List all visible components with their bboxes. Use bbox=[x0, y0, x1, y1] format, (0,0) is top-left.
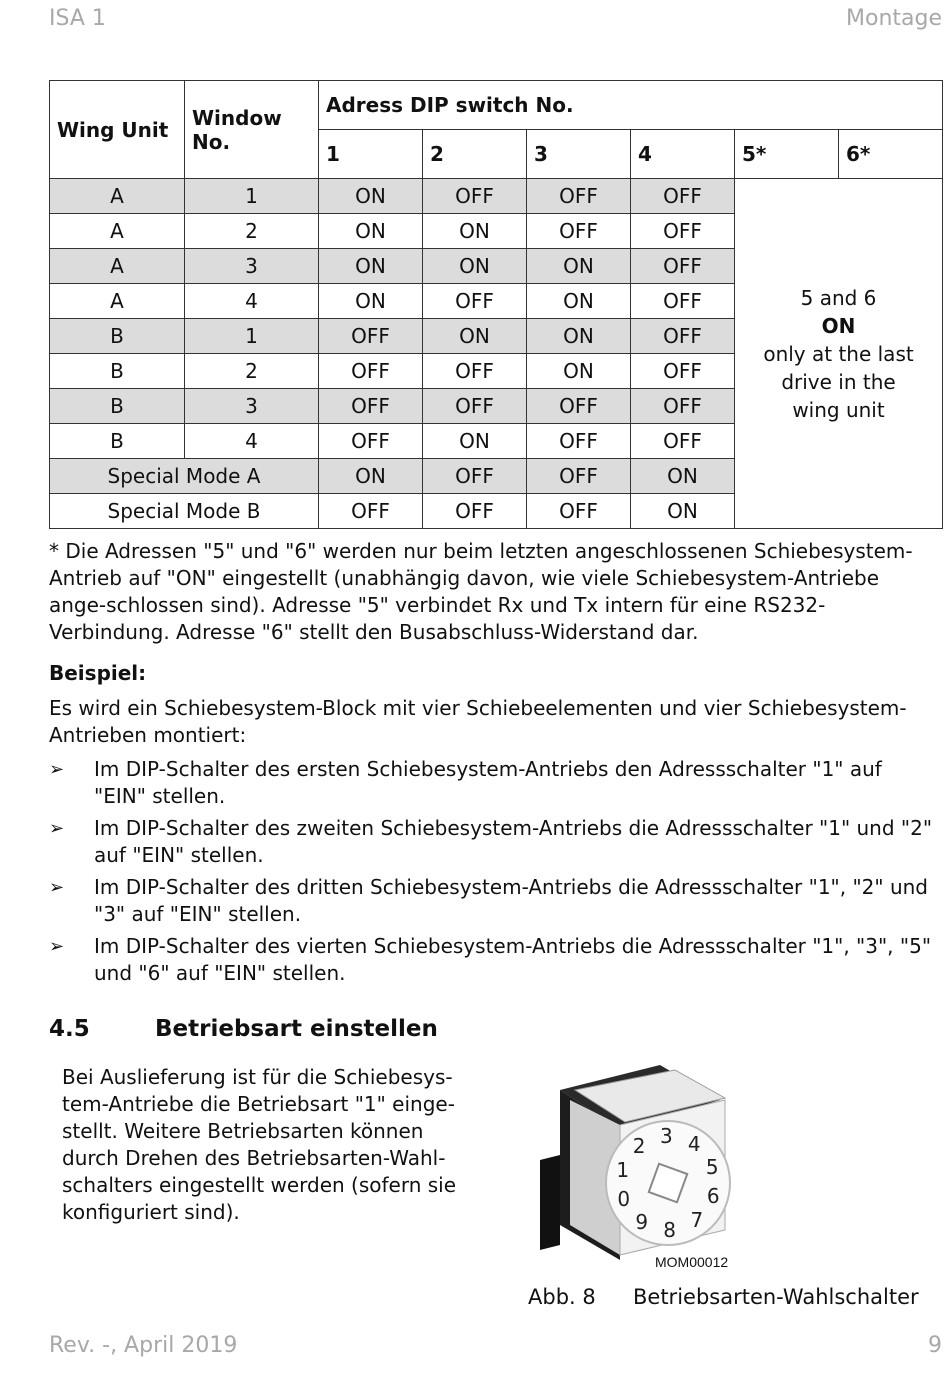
dip-switch-table bbox=[49, 80, 943, 529]
cell-switch: ON bbox=[319, 459, 423, 494]
cell-switch: OFF bbox=[631, 354, 735, 389]
cell-window: 1 bbox=[185, 179, 319, 214]
cell-switch: ON bbox=[423, 319, 527, 354]
cell-switch: OFF bbox=[423, 494, 527, 529]
cell-switch: OFF bbox=[423, 354, 527, 389]
dial-digit: 8 bbox=[663, 1218, 676, 1242]
cell-special-mode: Special Mode B bbox=[50, 494, 319, 529]
dial-digit: 3 bbox=[660, 1124, 673, 1148]
list-item-text: Im DIP-Schalter des ersten Schiebesystem-Antriebs den Adressschalter "1" auf "EIN" stellen. bbox=[94, 757, 882, 808]
cell-switch: OFF bbox=[319, 424, 423, 459]
list-item bbox=[49, 815, 939, 869]
figure-caption-number: Abb. 8 bbox=[528, 1285, 596, 1309]
list-item-text: Im DIP-Schalter des dritten Schiebesystem-Antriebs die Adressschalter "1", "2" und "3" auf "EIN" stellen. bbox=[94, 875, 928, 926]
cell-switch: OFF bbox=[631, 389, 735, 424]
col-header-window-no: Window No. bbox=[185, 81, 319, 179]
cell-switch: OFF bbox=[527, 494, 631, 529]
footer-revision: Rev. -, April 2019 bbox=[49, 1333, 238, 1358]
cell-switch: OFF bbox=[319, 389, 423, 424]
note-on: ON bbox=[821, 313, 856, 338]
table-footnote: * Die Adressen "5" und "6" werden nur beim letzten angeschlossenen Schiebesystem-Antrieb auf "ON" eingestellt (unabhängig davon, wie viele Schiebesystem-Antriebe ange-schlossen sind). Adresse "5" verbindet Rx und Tx intern für eine RS232-Verbindung. Adresse "6" stellt den Busabschluss-Widerstand dar. bbox=[49, 539, 913, 644]
cell-special-mode: Special Mode A bbox=[50, 459, 319, 494]
cell-switch: ON bbox=[527, 249, 631, 284]
rotary-switch-icon bbox=[520, 1060, 780, 1280]
cell-switch: ON bbox=[319, 284, 423, 319]
cell-wing: A bbox=[50, 249, 185, 284]
cell-switch: OFF bbox=[423, 284, 527, 319]
cell-switch: OFF bbox=[527, 179, 631, 214]
cell-switch: ON bbox=[631, 459, 735, 494]
cell-switch: ON bbox=[319, 179, 423, 214]
cell-switch: OFF bbox=[423, 179, 527, 214]
dial-digit: 0 bbox=[617, 1187, 631, 1212]
col-header-switch: 2 bbox=[423, 130, 527, 179]
example-intro: Es wird ein Schiebesystem-Block mit vier Schiebeelementen und vier Schiebesystem-Antrieben montiert: bbox=[49, 696, 907, 747]
dial-digit: 1 bbox=[616, 1158, 630, 1182]
cell-switch: OFF bbox=[631, 249, 735, 284]
col-header-switch: 3 bbox=[527, 130, 631, 179]
dial-digit: 7 bbox=[690, 1208, 704, 1232]
col-header-switch: 6* bbox=[839, 130, 943, 179]
header-doc-title: ISA 1 bbox=[49, 6, 106, 31]
dial-digit: 6 bbox=[706, 1184, 720, 1208]
cell-wing: A bbox=[50, 284, 185, 319]
figure-code: MOM00012 bbox=[655, 1254, 729, 1270]
cell-wing: B bbox=[50, 424, 185, 459]
cell-switch: ON bbox=[423, 214, 527, 249]
cell-window: 4 bbox=[185, 424, 319, 459]
col-header-switch: 1 bbox=[319, 130, 423, 179]
example-steps-list bbox=[49, 756, 939, 992]
cell-switch: ON bbox=[527, 354, 631, 389]
cell-window: 3 bbox=[185, 389, 319, 424]
cell-switch: OFF bbox=[631, 319, 735, 354]
cell-switch: ON bbox=[423, 424, 527, 459]
cell-switch: OFF bbox=[527, 459, 631, 494]
arrow-bullet-icon: ➢ bbox=[49, 818, 65, 839]
cell-wing: A bbox=[50, 179, 185, 214]
section-title: Betriebsart einstellen bbox=[155, 1016, 438, 1042]
cell-switch: ON bbox=[319, 249, 423, 284]
note-line: wing unit bbox=[792, 397, 885, 422]
cell-switch: ON bbox=[319, 214, 423, 249]
dial-digit: 4 bbox=[687, 1132, 701, 1156]
dial-digit: 9 bbox=[635, 1210, 649, 1234]
cell-switch: OFF bbox=[527, 424, 631, 459]
cell-switch: OFF bbox=[527, 214, 631, 249]
rotary-switch-figure bbox=[520, 1060, 780, 1280]
mode-description: Bei Auslieferung ist für die Schiebesys-tem-Antriebe die Betriebsart "1" einge-stellt. Weitere Betriebsarten können durch Drehen des Betriebsarten-Wahl-schalters eingestellt werden (sofern sie konfiguriert sind). bbox=[62, 1065, 457, 1224]
list-item-text: Im DIP-Schalter des vierten Schiebesystem-Antriebs die Adressschalter "1", "3", "5" und "6" auf "EIN" stellen. bbox=[94, 934, 932, 985]
arrow-bullet-icon: ➢ bbox=[49, 759, 65, 780]
list-item bbox=[49, 874, 939, 928]
cell-switch: OFF bbox=[319, 494, 423, 529]
cell-switch: OFF bbox=[423, 389, 527, 424]
col-header-switch: 5* bbox=[735, 130, 839, 179]
cell-switch: OFF bbox=[319, 319, 423, 354]
col-header-switch: 4 bbox=[631, 130, 735, 179]
section-number: 4.5 bbox=[49, 1016, 90, 1042]
cell-switch: ON bbox=[527, 284, 631, 319]
cell-switch: OFF bbox=[631, 424, 735, 459]
cell-wing: B bbox=[50, 354, 185, 389]
dial-digit: 2 bbox=[632, 1134, 646, 1158]
cell-window: 2 bbox=[185, 354, 319, 389]
table-row bbox=[50, 179, 943, 214]
list-item-text: Im DIP-Schalter des zweiten Schiebesystem-Antriebs die Adressschalter "1" und "2" auf "EIN" stellen. bbox=[94, 816, 933, 867]
note-line: drive in the bbox=[781, 369, 896, 394]
cell-switch: OFF bbox=[319, 354, 423, 389]
note-line: 5 and 6 bbox=[800, 285, 877, 310]
cell-wing: B bbox=[50, 319, 185, 354]
example-heading: Beispiel: bbox=[49, 661, 147, 685]
cell-switch: ON bbox=[423, 249, 527, 284]
cell-wing: B bbox=[50, 389, 185, 424]
list-item bbox=[49, 933, 939, 987]
switch-5-6-note bbox=[735, 179, 943, 529]
cell-switch: OFF bbox=[423, 459, 527, 494]
cell-window: 2 bbox=[185, 214, 319, 249]
note-line: only at the last bbox=[763, 341, 914, 366]
cell-wing: A bbox=[50, 214, 185, 249]
cell-window: 4 bbox=[185, 284, 319, 319]
arrow-bullet-icon: ➢ bbox=[49, 936, 65, 957]
cell-switch: OFF bbox=[631, 179, 735, 214]
cell-switch: ON bbox=[527, 319, 631, 354]
list-item bbox=[49, 756, 939, 810]
cell-window: 3 bbox=[185, 249, 319, 284]
page-number: 9 bbox=[928, 1333, 942, 1358]
cell-switch: OFF bbox=[527, 389, 631, 424]
cell-switch: ON bbox=[631, 494, 735, 529]
col-header-wing-unit: Wing Unit bbox=[50, 81, 185, 179]
dial-digit: 5 bbox=[705, 1154, 719, 1179]
cell-switch: OFF bbox=[631, 214, 735, 249]
arrow-bullet-icon: ➢ bbox=[49, 877, 65, 898]
figure-caption-title: Betriebsarten-Wahlschalter bbox=[633, 1285, 919, 1309]
header-chapter: Montage bbox=[846, 6, 942, 31]
cell-window: 1 bbox=[185, 319, 319, 354]
col-header-dip-group: Adress DIP switch No. bbox=[319, 81, 943, 130]
cell-switch: OFF bbox=[631, 284, 735, 319]
